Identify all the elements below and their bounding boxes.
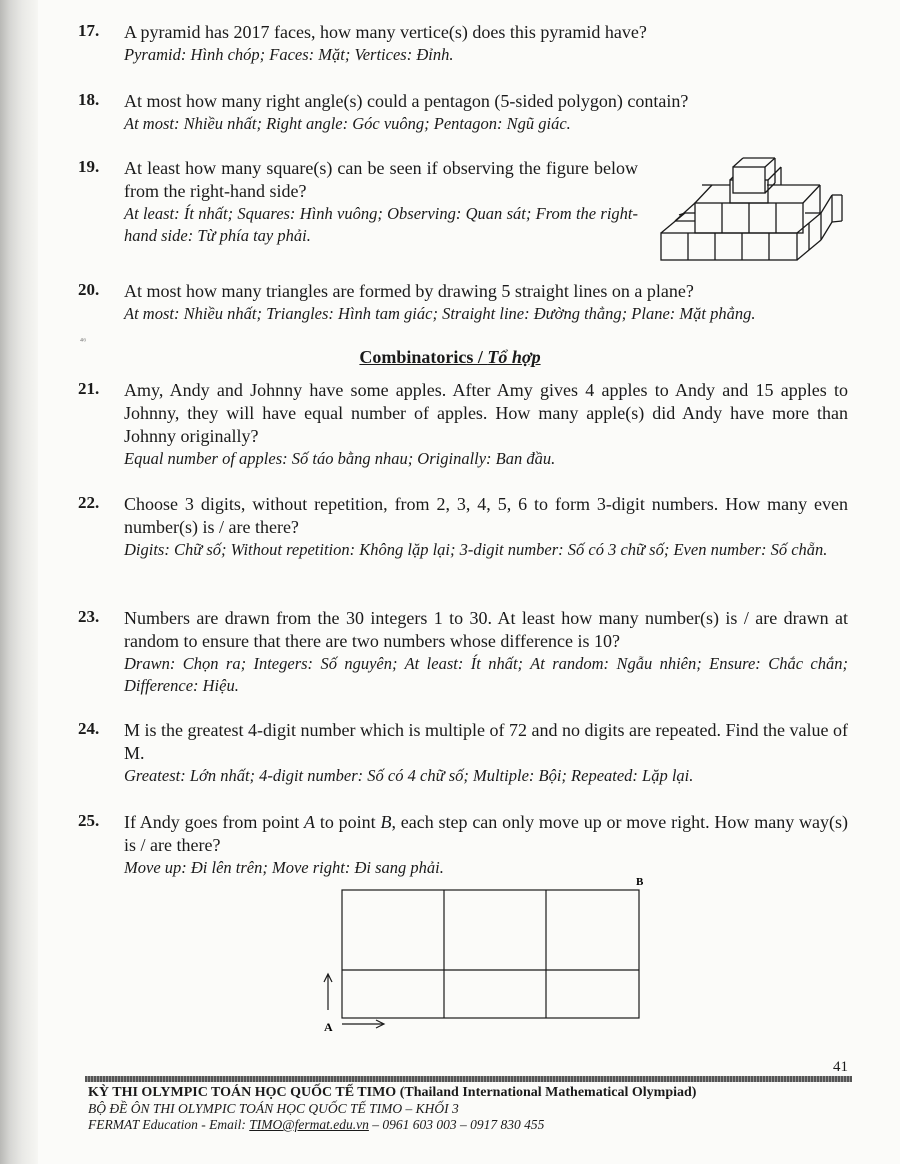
question-18 [78,90,848,135]
section-title-vi: Tổ hợp [487,347,541,367]
scan-binding-edge [0,0,38,1164]
question-number: 20. [78,280,100,299]
page-number: 41 [833,1059,848,1075]
grid-label-b: B [636,876,644,888]
question-21 [78,379,848,470]
grid-label-a: A [324,1020,333,1034]
question-24 [78,719,848,787]
section-title-en: Combinatorics / [359,347,488,367]
question-text: Numbers are drawn from the 30 integers 1 to 30. At least how many number(s) is / are drawn at random to ensure that there are two numbers whose difference is 10? [124,608,848,651]
question-gloss: Move up: Đi lên trên; Move right: Đi sang phải. [124,858,444,877]
question-text: A pyramid has 2017 faces, how many vertice(s) does this pyramid have? [124,22,647,42]
question-text: At most how many triangles are formed by drawing 5 straight lines on a plane? [124,281,694,301]
point-b-ref: B [380,812,392,832]
footer-rule [85,1076,852,1082]
question-text: M is the greatest 4-digit number which is multiple of 72 and no digits are repeated. Find the value of M. [124,720,848,763]
footer-line-2: BỘ ĐỀ ÔN THI OLYMPIC TOÁN HỌC QUỐC TẾ TIMO – KHỐI 3 [88,1101,459,1116]
stray-scan-mark: ⁴⁶ [80,336,87,346]
question-17 [78,21,848,66]
question-gloss: Pyramid: Hình chóp; Faces: Mặt; Vertices: Đỉnh. [124,45,454,64]
question-number: 21. [78,379,100,398]
question-25 [78,811,848,879]
question-text: At least how many square(s) can be seen if observing the figure below from the right-hand side? [124,158,638,201]
question-number: 23. [78,607,100,626]
path-grid-figure [315,872,655,1040]
question-gloss: Drawn: Chọn ra; Integers: Số nguyên; At least: Ít nhất; At random: Ngẫu nhiên; Ensure: Chắc chắn; Difference: Hiệu. [124,654,848,695]
question-gloss: Greatest: Lớn nhất; 4-digit number: Số có 4 chữ số; Multiple: Bội; Repeated: Lặp lại. [124,766,694,785]
question-23 [78,607,848,697]
footer-line-1: KỲ THI OLYMPIC TOÁN HỌC QUỐC TẾ TIMO (Thailand International Mathematical Olympiad) [88,1085,697,1100]
question-gloss: At most: Nhiều nhất; Right angle: Góc vuông; Pentagon: Ngũ giác. [124,114,571,133]
question-20 [78,280,848,325]
question-text: Choose 3 digits, without repetition, from 2, 3, 4, 5, 6 to form 3-digit numbers. How many even number(s) is / are there? [124,494,848,537]
question-gloss: Equal number of apples: Số táo bằng nhau; Originally: Ban đầu. [124,449,556,468]
question-text: If Andy goes from point A to point B, each step can only move up or move right. How many way(s) is / are there? [124,812,848,855]
question-number: 17. [78,21,100,40]
question-22 [78,493,848,561]
question-number: 22. [78,493,100,512]
question-19 [78,157,638,247]
question-text: At most how many right angle(s) could a pentagon (5-sided polygon) contain? [124,91,689,111]
point-a-ref: A [304,812,316,832]
question-text: Amy, Andy and Johnny have some apples. After Amy gives 4 apples to Andy and 15 apples to Johnny, they will have equal number of apples. How many apple(s) did Andy have more than Johnny originally? [124,380,848,446]
footer-email-link[interactable]: TIMO@fermat.edu.vn [249,1117,369,1132]
question-number: 25. [78,811,100,830]
cube-pyramid-figure [655,155,845,263]
page-footer [88,1084,868,1133]
section-title [0,347,900,368]
question-number: 18. [78,90,100,109]
question-gloss: At least: Ít nhất; Squares: Hình vuông; Observing: Quan sát; From the right-hand side: Từ phía tay phải. [124,204,638,245]
footer-line-3: FERMAT Education - Email: TIMO@fermat.edu.vn – 0961 603 003 – 0917 830 455 [88,1117,545,1132]
question-gloss: Digits: Chữ số; Without repetition: Không lặp lại; 3-digit number: Số có 3 chữ số; Even number: Số chẵn. [124,540,828,559]
question-gloss: At most: Nhiều nhất; Triangles: Hình tam giác; Straight line: Đường thẳng; Plane: Mặt phẳng. [124,304,756,323]
question-number: 19. [78,157,100,176]
question-number: 24. [78,719,100,738]
